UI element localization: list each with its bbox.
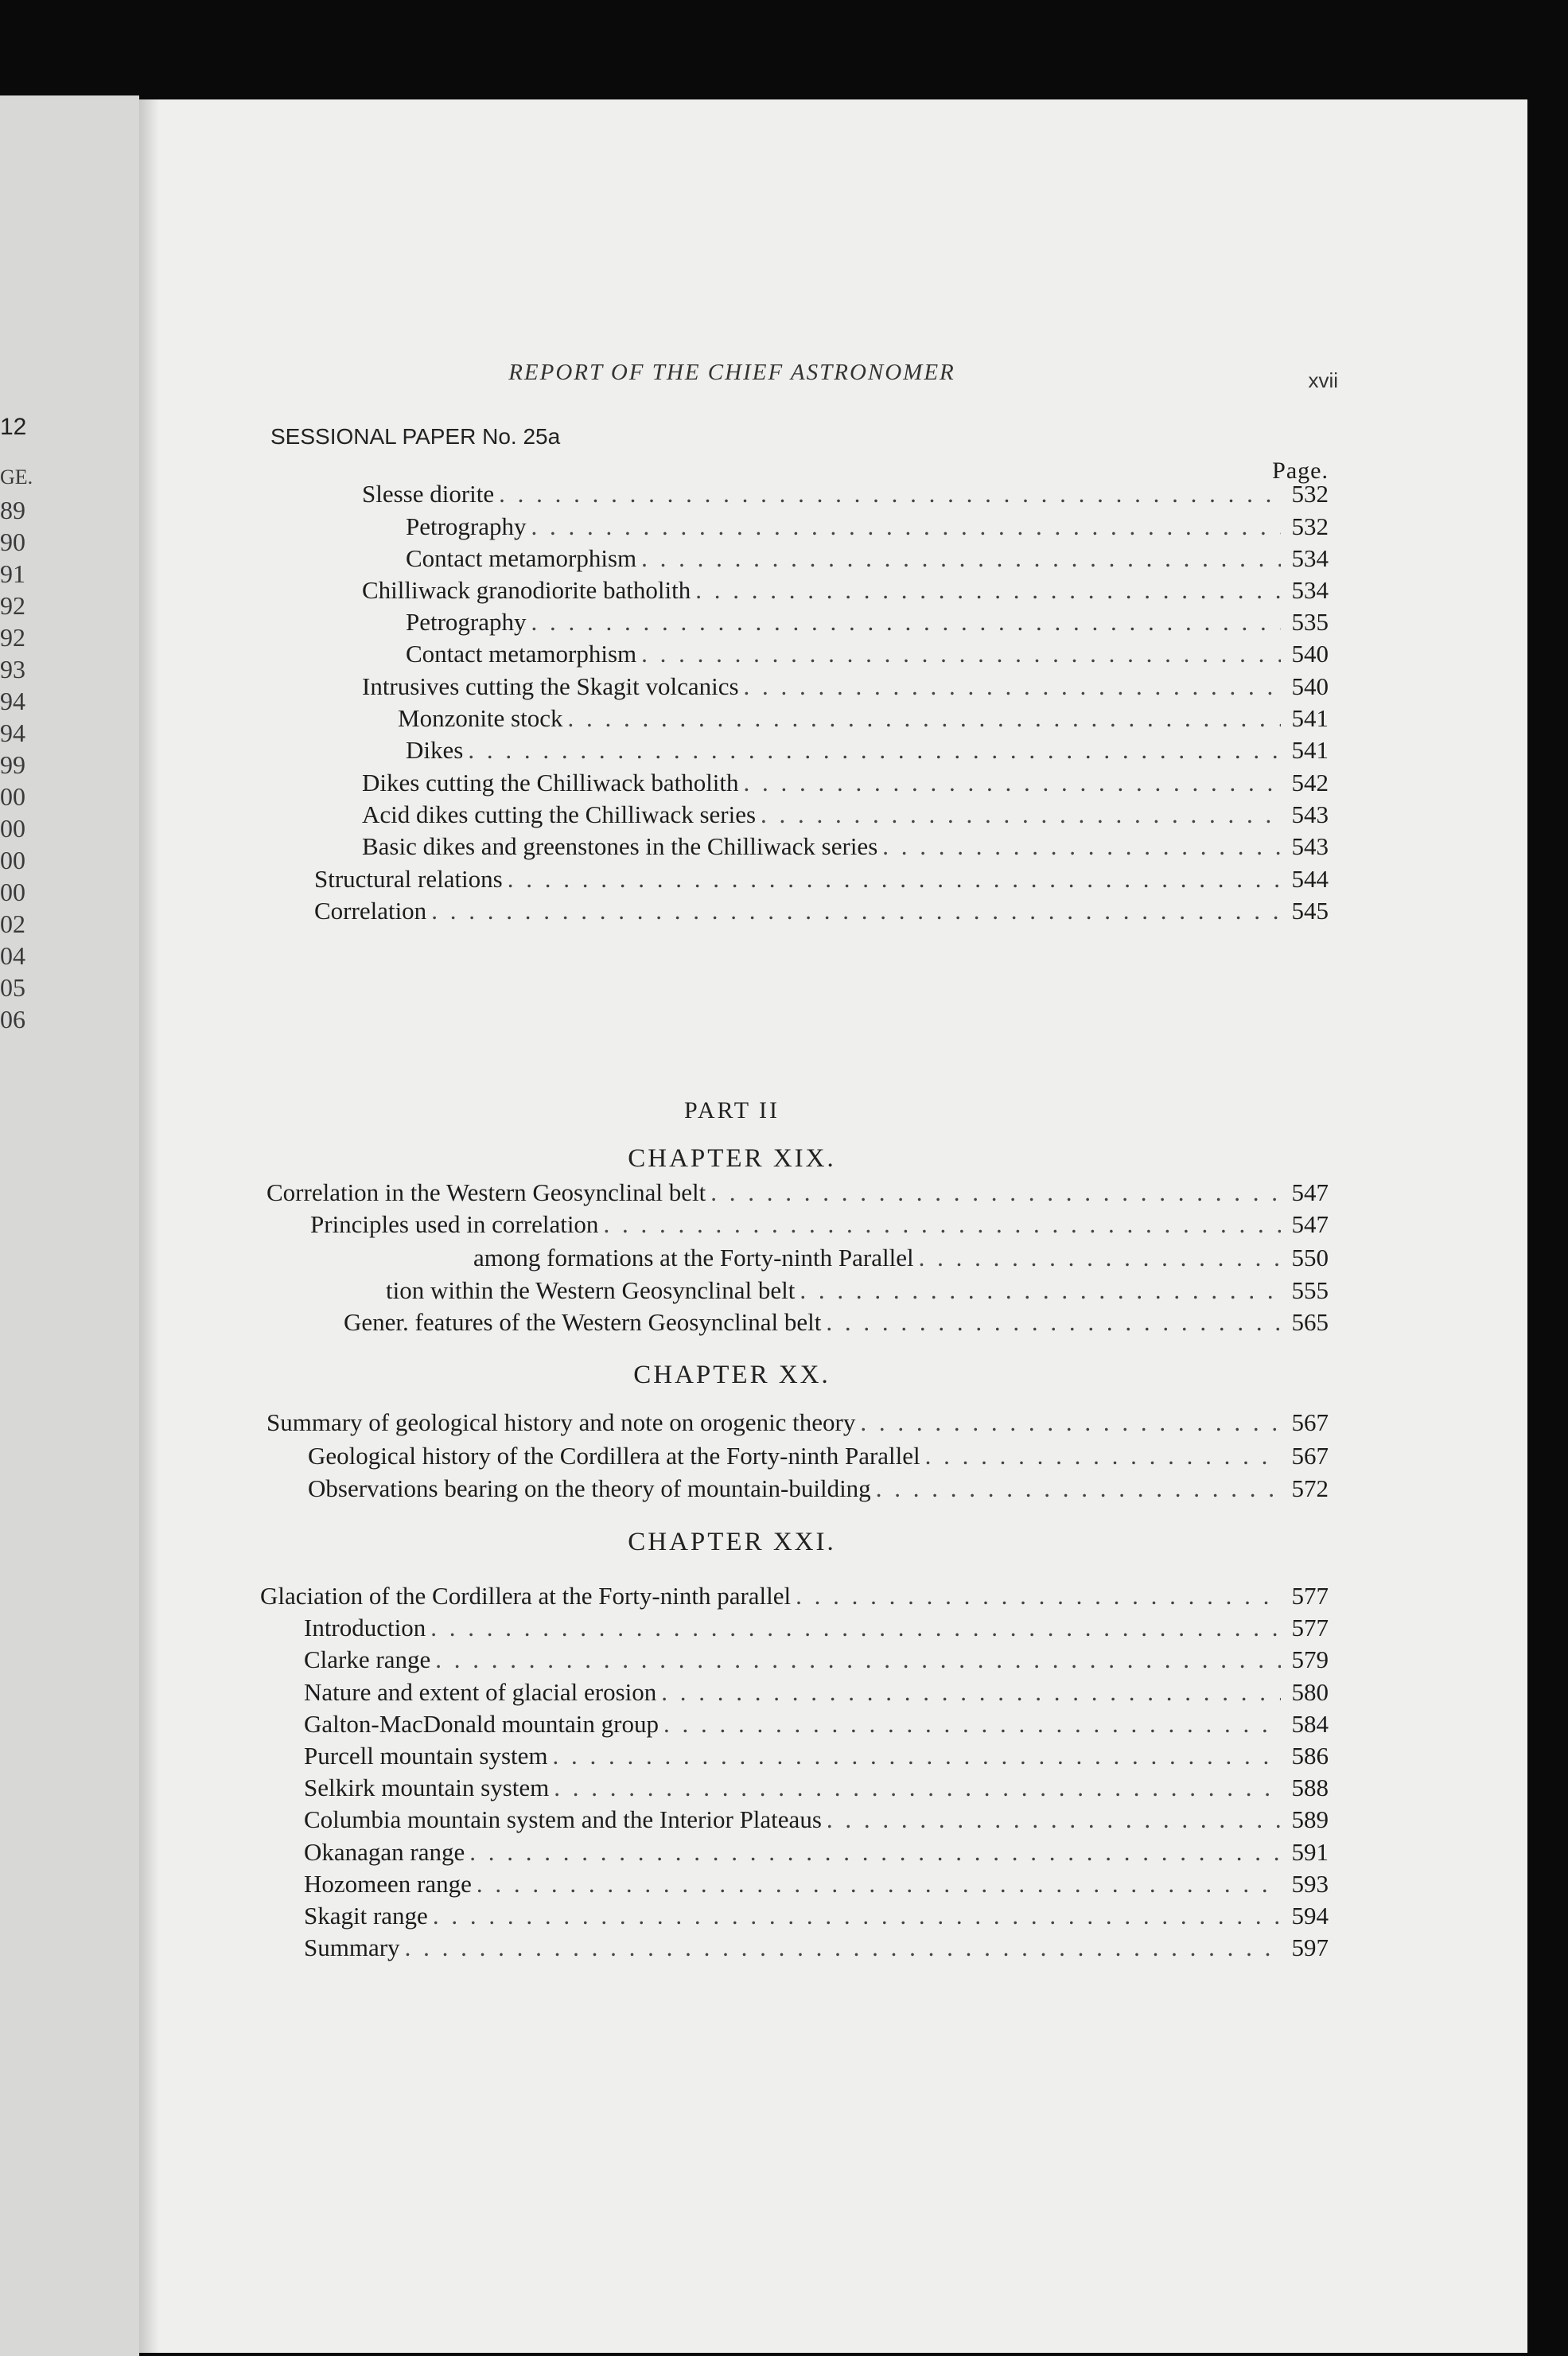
- toc-entry-title: Observations bearing on the theory of mountain-building: [308, 1474, 871, 1502]
- toc-entry-page: 541: [1291, 704, 1329, 732]
- left-fragment: GE.: [0, 465, 33, 489]
- toc-entry-page: 577: [1291, 1614, 1329, 1641]
- toc-entry-page: 579: [1291, 1645, 1329, 1673]
- left-fragment: 93: [0, 655, 25, 683]
- toc-entry-title: Correlation in the Western Geosynclinal belt: [267, 1178, 706, 1206]
- left-fragment: 06: [0, 1005, 25, 1034]
- toc-entry-page: 540: [1291, 640, 1329, 668]
- toc-entry-page: 541: [1291, 736, 1329, 764]
- toc-entry-page: 597: [1291, 1933, 1329, 1961]
- toc-entry-page: 586: [1291, 1742, 1329, 1770]
- dot-leader: [636, 640, 1281, 668]
- toc-entry-page: 594: [1291, 1902, 1329, 1930]
- toc-entry-title: Okanagan range: [304, 1838, 465, 1866]
- toc-entry-page: 542: [1291, 769, 1329, 796]
- left-fragment: 00: [0, 846, 25, 874]
- toc-entry: [304, 1902, 1329, 1933]
- toc-entry: [314, 865, 1329, 897]
- toc-entry-page: 540: [1291, 672, 1329, 700]
- dot-leader: [739, 672, 1281, 701]
- toc-entry-title: among formations at the Forty-ninth Parallel: [473, 1244, 914, 1271]
- folio: xvii: [1308, 368, 1338, 392]
- left-fragment: 05: [0, 973, 25, 1002]
- toc-entry-title: Skagit range: [304, 1902, 428, 1930]
- toc-entry-title: Petrography: [406, 512, 527, 540]
- toc-entry: [310, 1210, 1329, 1242]
- toc-entry: [406, 640, 1329, 672]
- dot-leader: [706, 1178, 1281, 1207]
- dot-leader: [821, 1308, 1281, 1337]
- toc-entry: [267, 1408, 1329, 1440]
- toc-entry-page: 550: [1291, 1244, 1329, 1271]
- dot-leader: [527, 512, 1281, 541]
- toc-entry-title: Columbia mountain system and the Interior Plateaus: [304, 1805, 822, 1833]
- toc-entry: [406, 736, 1329, 768]
- toc-entry-page: 577: [1291, 1582, 1329, 1610]
- toc-entry-title: Slesse diorite: [362, 480, 495, 508]
- left-fragment: 02: [0, 909, 25, 938]
- toc-entry-page: 534: [1291, 544, 1329, 572]
- toc-entry-title: Correlation: [314, 897, 427, 925]
- dot-leader: [877, 832, 1281, 861]
- toc-entry-page: 543: [1291, 832, 1329, 860]
- left-fragment: 00: [0, 782, 25, 811]
- dot-leader: [494, 480, 1281, 508]
- dot-leader: [656, 1678, 1281, 1707]
- toc-entry: [304, 1678, 1329, 1710]
- dot-leader: [920, 1442, 1281, 1470]
- left-page-edge: [0, 95, 139, 2356]
- toc-entry-title: Acid dikes cutting the Chilliwack series: [362, 800, 757, 828]
- dot-leader: [563, 704, 1282, 733]
- toc-entry: [406, 608, 1329, 640]
- toc-entry-page: 565: [1291, 1308, 1329, 1336]
- toc-entry-title: Structural relations: [314, 865, 503, 893]
- toc-entry-title: Summary of geological history and note on orogenic theory: [267, 1408, 856, 1436]
- gutter-shadow: [139, 99, 159, 2353]
- toc-entry-title: Hozomeen range: [304, 1870, 472, 1898]
- toc-entry: [362, 769, 1329, 800]
- toc-entry-title: Principles used in correlation: [310, 1210, 599, 1238]
- chapter-heading: CHAPTER XIX.: [628, 1144, 836, 1173]
- toc-entry: [267, 1178, 1329, 1210]
- toc-entry-title: Introduction: [304, 1614, 426, 1641]
- toc-entry-title: Clarke range: [304, 1645, 431, 1673]
- toc-entry: [398, 704, 1329, 736]
- toc-entry-title: Contact metamorphism: [406, 640, 637, 668]
- toc-entry-page: 580: [1291, 1678, 1329, 1706]
- toc-entry: [304, 1774, 1329, 1805]
- toc-entry-page: 543: [1291, 800, 1329, 828]
- toc-entry-page: 567: [1291, 1442, 1329, 1470]
- toc-entry: [406, 544, 1329, 576]
- left-fragment: 00: [0, 878, 25, 906]
- toc-entry: [304, 1742, 1329, 1774]
- dot-leader: [400, 1933, 1281, 1962]
- dot-leader: [527, 608, 1281, 637]
- left-fragment: 99: [0, 750, 25, 779]
- dot-leader: [659, 1710, 1281, 1739]
- toc-entry: [473, 1244, 1329, 1275]
- toc-entry-title: Dikes cutting the Chilliwack batholith: [362, 769, 739, 796]
- dot-leader: [795, 1276, 1281, 1305]
- toc-entry-page: 547: [1291, 1210, 1329, 1238]
- toc-entry-title: Basic dikes and greenstones in the Chilliwack series: [362, 832, 878, 860]
- toc-entry: [344, 1308, 1329, 1340]
- toc-entry-page: 593: [1291, 1870, 1329, 1898]
- toc-entry-title: Glaciation of the Cordillera at the Forty-ninth parallel: [260, 1582, 792, 1610]
- running-title: REPORT OF THE CHIEF ASTRONOMER: [508, 360, 955, 385]
- dot-leader: [691, 576, 1281, 605]
- toc-entry: [362, 800, 1329, 832]
- dot-leader: [426, 897, 1281, 925]
- dot-leader: [855, 1408, 1281, 1437]
- dot-leader: [463, 736, 1281, 765]
- toc-entry: [362, 576, 1329, 608]
- dot-leader: [472, 1870, 1281, 1898]
- dot-leader: [598, 1210, 1281, 1239]
- toc-entry-page: 532: [1291, 480, 1329, 508]
- page-column-label: Page.: [1272, 458, 1329, 484]
- dot-leader: [430, 1645, 1281, 1674]
- toc-entry-page: 545: [1291, 897, 1329, 925]
- left-fragment: 00: [0, 814, 25, 843]
- toc-entry: [308, 1442, 1329, 1474]
- toc-entry: [386, 1276, 1329, 1308]
- toc-entry-title: Contact metamorphism: [406, 544, 637, 572]
- toc-entry-page: 535: [1291, 608, 1329, 636]
- toc-entry: [314, 897, 1329, 929]
- left-page-number: 12: [0, 414, 27, 440]
- toc-entry: [304, 1614, 1329, 1645]
- toc-entry: [406, 512, 1329, 544]
- chapter-heading: CHAPTER XXI.: [628, 1528, 836, 1556]
- toc-entry-title: Selkirk mountain system: [304, 1774, 550, 1801]
- toc-entry-page: 532: [1291, 512, 1329, 540]
- toc-entry: [304, 1805, 1329, 1837]
- toc-entry: [304, 1838, 1329, 1870]
- toc-entry: [362, 672, 1329, 704]
- toc-entry-title: Geological history of the Cordillera at the Forty-ninth Parallel: [308, 1442, 920, 1470]
- dot-leader: [426, 1614, 1281, 1642]
- dot-leader: [503, 865, 1281, 894]
- left-fragment: 92: [0, 623, 25, 652]
- chapter-heading: CHAPTER XX.: [633, 1361, 831, 1389]
- toc-entry: [304, 1645, 1329, 1677]
- toc-entry-page: 555: [1291, 1276, 1329, 1304]
- toc-entry: [304, 1870, 1329, 1902]
- toc-entry-title: Petrography: [406, 608, 527, 636]
- toc-entry-page: 584: [1291, 1710, 1329, 1738]
- dot-leader: [871, 1474, 1281, 1503]
- toc-entry-title: Summary: [304, 1933, 400, 1961]
- toc-entry-page: 588: [1291, 1774, 1329, 1801]
- toc-entry: [362, 832, 1329, 864]
- toc-entry: [304, 1933, 1329, 1965]
- left-fragment: 94: [0, 718, 25, 747]
- toc-entry: [362, 480, 1329, 512]
- toc-entry-title: Monzonite stock: [398, 704, 563, 732]
- toc-entry-title: Intrusives cutting the Skagit volcanics: [362, 672, 739, 700]
- left-fragment: 94: [0, 687, 25, 715]
- toc-entry-title: tion within the Western Geosynclinal belt: [386, 1276, 796, 1304]
- toc-entry-page: 534: [1291, 576, 1329, 604]
- dot-leader: [739, 769, 1281, 797]
- dot-leader: [548, 1742, 1281, 1770]
- dot-leader: [636, 544, 1281, 573]
- dot-leader: [428, 1902, 1281, 1930]
- dot-leader: [822, 1805, 1281, 1834]
- toc-entry-title: Gener. features of the Western Geosynclinal belt: [344, 1308, 822, 1336]
- dot-leader: [465, 1838, 1281, 1867]
- toc-entry-page: 547: [1291, 1178, 1329, 1206]
- toc-entry-page: 544: [1291, 865, 1329, 893]
- toc-entry-title: Chilliwack granodiorite batholith: [362, 576, 691, 604]
- dot-leader: [549, 1774, 1281, 1802]
- toc-entry-page: 567: [1291, 1408, 1329, 1436]
- dot-leader: [914, 1244, 1281, 1272]
- toc-entry-title: Galton-MacDonald mountain group: [304, 1710, 659, 1738]
- left-fragment: 92: [0, 591, 25, 620]
- sessional-paper: SESSIONAL PAPER No. 25a: [270, 424, 561, 449]
- left-fragment: 90: [0, 528, 25, 556]
- left-fragment: 89: [0, 496, 25, 524]
- toc-entry-title: Purcell mountain system: [304, 1742, 548, 1770]
- toc-entry-title: Nature and extent of glacial erosion: [304, 1678, 657, 1706]
- toc-entry: [304, 1710, 1329, 1742]
- left-fragment: 04: [0, 941, 25, 970]
- dot-leader: [791, 1582, 1281, 1610]
- part-heading: PART II: [683, 1097, 780, 1123]
- toc-entry: [308, 1474, 1329, 1506]
- toc-entry-title: Dikes: [406, 736, 464, 764]
- toc-entry-page: 572: [1291, 1474, 1329, 1502]
- toc-entry: [260, 1582, 1329, 1614]
- toc-entry-page: 591: [1291, 1838, 1329, 1866]
- left-fragment: 91: [0, 559, 25, 588]
- dot-leader: [756, 800, 1281, 829]
- toc-entry-page: 589: [1291, 1805, 1329, 1833]
